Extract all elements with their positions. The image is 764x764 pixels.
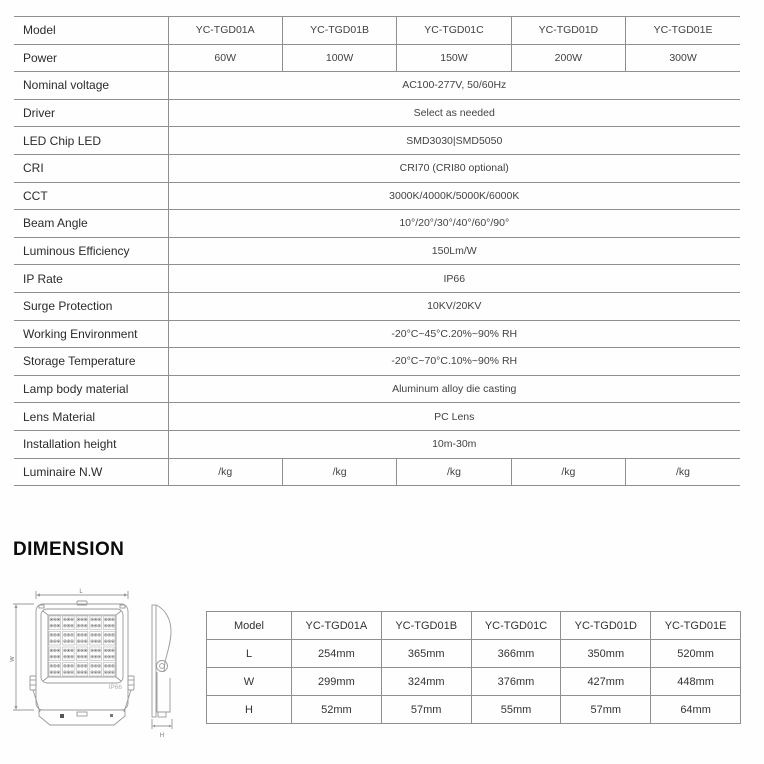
dimension-table: [206, 611, 741, 724]
dimension-header-cell: YC-TGD01C: [471, 612, 561, 640]
spec-value-cell: /kg: [626, 458, 740, 486]
spec-row: [14, 348, 740, 376]
led-grid: [49, 616, 115, 676]
spec-label-cell: Driver: [14, 99, 168, 127]
spec-label-cell: IP Rate: [14, 265, 168, 293]
dimension-value-cell: 350mm: [561, 640, 651, 668]
floodlight-drawing: [10, 586, 206, 758]
spec-label-cell: Model: [14, 17, 168, 45]
spec-value-cell: 10°/20°/30°/40°/60°/90°: [168, 210, 740, 238]
dimension-header-cell: YC-TGD01D: [561, 612, 651, 640]
dimension-value-cell: 57mm: [381, 696, 471, 724]
spec-value-cell: 100W: [282, 44, 396, 72]
spec-row: [14, 127, 740, 155]
height-dimension: [152, 719, 172, 729]
spec-row: [14, 375, 740, 403]
dimension-value-cell: 366mm: [471, 640, 561, 668]
spec-row: [14, 292, 740, 320]
spec-row: [14, 99, 740, 127]
dimension-row: [207, 640, 741, 668]
spec-value-cell: 60W: [168, 44, 282, 72]
dimension-header-row: [207, 612, 741, 640]
dimension-row: [207, 668, 741, 696]
spec-row: [14, 430, 740, 458]
dimension-label-cell: L: [207, 640, 292, 668]
dimension-label-cell: H: [207, 696, 292, 724]
dimension-value-cell: 299mm: [292, 668, 382, 696]
spec-label-cell: LED Chip LED: [14, 127, 168, 155]
dimension-value-cell: 376mm: [471, 668, 561, 696]
dimension-header-cell: YC-TGD01B: [381, 612, 471, 640]
dimension-value-cell: 52mm: [292, 696, 382, 724]
spec-value-cell: SMD3030|SMD5050: [168, 127, 740, 155]
dimension-label-l: L: [79, 589, 83, 595]
dimension-value-cell: 64mm: [651, 696, 741, 724]
spec-row: [14, 17, 740, 45]
spec-label-cell: Luminaire N.W: [14, 458, 168, 486]
dimension-label-cell: W: [207, 668, 292, 696]
dimension-value-cell: 55mm: [471, 696, 561, 724]
spec-row: [14, 210, 740, 238]
spec-label-cell: Luminous Efficiency: [14, 237, 168, 265]
spec-value-cell: AC100-277V, 50/60Hz: [168, 72, 740, 100]
spec-row: [14, 72, 740, 100]
spec-value-cell: Aluminum alloy die casting: [168, 375, 740, 403]
dimension-header-cell: Model: [207, 612, 292, 640]
spec-value-cell: Select as needed: [168, 99, 740, 127]
spec-row: [14, 237, 740, 265]
floodlight-front-view: [30, 601, 134, 725]
spec-row: [14, 458, 740, 486]
spec-label-cell: Surge Protection: [14, 292, 168, 320]
ip66-label: IP66: [108, 684, 122, 691]
dimension-header-cell: YC-TGD01E: [651, 612, 741, 640]
dimension-value-cell: 254mm: [292, 640, 382, 668]
spec-row: [14, 154, 740, 182]
spec-row: [14, 182, 740, 210]
spec-value-cell: 3000K/4000K/5000K/6000K: [168, 182, 740, 210]
dimension-heading: DIMENSION: [13, 539, 125, 560]
spec-value-cell: CRI70 (CRI80 optional): [168, 154, 740, 182]
spec-value-cell: 150Lm/W: [168, 237, 740, 265]
width-dimension: [13, 604, 34, 710]
dimension-value-cell: 427mm: [561, 668, 651, 696]
spec-row: [14, 44, 740, 72]
floodlight-side-view: [152, 605, 172, 729]
spec-value-cell: -20°C~70°C.10%~90% RH: [168, 348, 740, 376]
dimension-row: [207, 696, 741, 724]
spec-value-cell: /kg: [397, 458, 511, 486]
spec-value-cell: YC-TGD01B: [282, 17, 396, 45]
spec-label-cell: CRI: [14, 154, 168, 182]
spec-row: [14, 403, 740, 431]
spec-value-cell: /kg: [511, 458, 625, 486]
spec-row: [14, 320, 740, 348]
spec-value-cell: 300W: [626, 44, 740, 72]
spec-label-cell: Lamp body material: [14, 375, 168, 403]
spec-value-cell: /kg: [168, 458, 282, 486]
spec-label-cell: Power: [14, 44, 168, 72]
dimension-value-cell: 365mm: [381, 640, 471, 668]
dimension-value-cell: 448mm: [651, 668, 741, 696]
spec-value-cell: 10KV/20KV: [168, 292, 740, 320]
spec-value-cell: YC-TGD01C: [397, 17, 511, 45]
dimension-label-w: W: [10, 656, 16, 662]
dimension-table-body: [207, 612, 741, 724]
spec-row: [14, 265, 740, 293]
spec-value-cell: 150W: [397, 44, 511, 72]
dimension-header-cell: YC-TGD01A: [292, 612, 382, 640]
spec-label-cell: Nominal voltage: [14, 72, 168, 100]
dimension-value-cell: 57mm: [561, 696, 651, 724]
spec-label-cell: Working Environment: [14, 320, 168, 348]
spec-value-cell: YC-TGD01A: [168, 17, 282, 45]
spec-label-cell: Storage Temperature: [14, 348, 168, 376]
spec-label-cell: Installation height: [14, 430, 168, 458]
spec-table-body: [14, 17, 740, 486]
spec-value-cell: 10m-30m: [168, 430, 740, 458]
spec-label-cell: Lens Material: [14, 403, 168, 431]
spec-value-cell: YC-TGD01E: [626, 17, 740, 45]
spec-label-cell: CCT: [14, 182, 168, 210]
spec-value-cell: /kg: [282, 458, 396, 486]
dimension-value-cell: 324mm: [381, 668, 471, 696]
spec-value-cell: PC Lens: [168, 403, 740, 431]
spec-label-cell: Beam Angle: [14, 210, 168, 238]
spec-table: [14, 16, 740, 486]
spec-value-cell: IP66: [168, 265, 740, 293]
spec-value-cell: YC-TGD01D: [511, 17, 625, 45]
spec-value-cell: -20°C~45°C.20%~90% RH: [168, 320, 740, 348]
dimension-label-h: H: [159, 733, 165, 739]
dimension-value-cell: 520mm: [651, 640, 741, 668]
spec-value-cell: 200W: [511, 44, 625, 72]
